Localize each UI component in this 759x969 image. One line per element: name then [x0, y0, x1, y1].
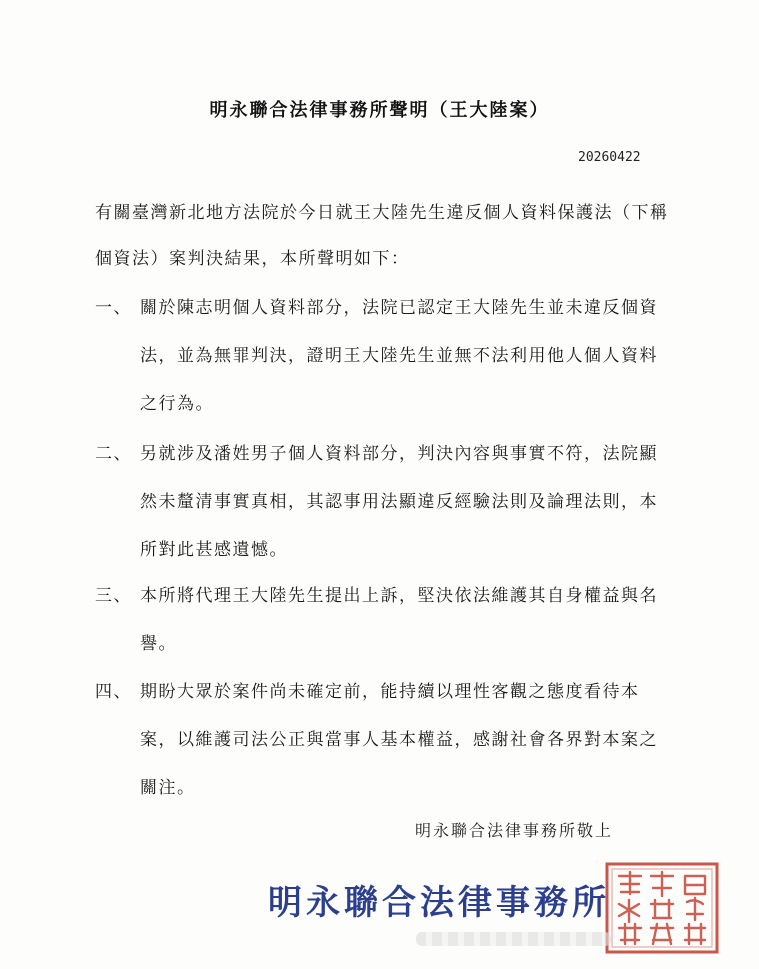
firm-seal-stamp [603, 858, 721, 958]
intro-paragraph: 有關臺灣新北地方法院於今日就王大陸先生違反個人資料保護法（下稱個資法）案判決結果，本所聲明如下： [95, 203, 669, 269]
firm-name-logo: 明永聯合法律事務所 [268, 883, 610, 923]
statement-item-2 [95, 430, 675, 574]
document-date: 20260422 [578, 150, 641, 165]
item-number: 一、 [95, 298, 132, 318]
item-number: 三、 [95, 586, 132, 606]
item-text: 另就涉及潘姓男子個人資料部分，判決內容與事實不符，法院顯然未釐清事實真相，其認事用法顯違反經驗法則及論理法則，本所對此甚感遺憾。 [140, 444, 658, 560]
statement-item-4 [95, 668, 675, 812]
item-text: 關於陳志明個人資料部分，法院已認定王大陸先生並未違反個資法，並為無罪判決，證明王大陸先生並無不法利用他人個人資料之行為。 [140, 298, 658, 414]
item-text: 本所將代理王大陸先生提出上訴，堅決依法維護其自身權益與名譽。 [140, 586, 658, 654]
document-title: 明永聯合法律事務所聲明（王大陸案） [209, 100, 550, 121]
statement-item-3 [95, 572, 675, 668]
statement-item-1 [95, 284, 675, 428]
item-text: 期盼大眾於案件尚未確定前，能持續以理性客觀之態度看待本案，以維護司法公正與當事人基本權益，感謝社會各界對本案之關注。 [140, 682, 658, 798]
item-number: 二、 [95, 444, 132, 464]
watermark-strip [416, 932, 611, 946]
item-number: 四、 [95, 682, 132, 702]
signoff-line: 明永聯合法律事務所敬上 [415, 821, 614, 840]
